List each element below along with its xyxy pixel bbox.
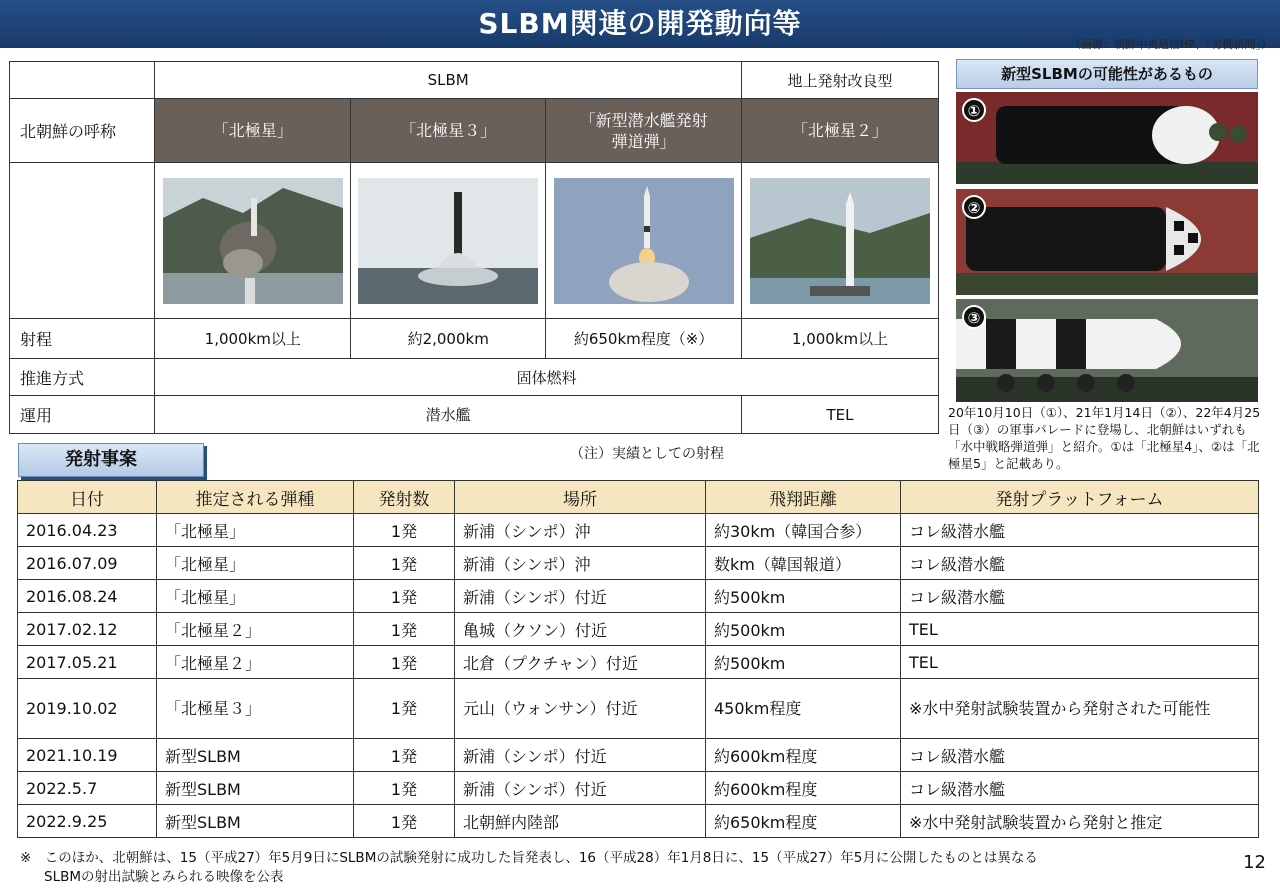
name-pukguksong-3: 「北極星３」 [351, 99, 546, 163]
range-note: （注）実績としての射程 [570, 446, 724, 462]
photo-cell-pukguksong-2 [742, 163, 939, 319]
launch-photo-pukguksong-3 [358, 178, 538, 304]
cell-type: 「北極星３」 [157, 679, 354, 739]
cell-date: 2022.9.25 [18, 805, 157, 838]
cell-platform: コレ級潜水艦 [901, 580, 1259, 613]
range-pukguksong: 1,000km以上 [155, 319, 351, 359]
cell-location: 新浦（シンポ）付近 [455, 739, 706, 772]
cell-platform: コレ級潜水艦 [901, 739, 1259, 772]
operation-slbm: 潜水艦 [155, 396, 742, 434]
row-label-propulsion: 推進方式 [10, 359, 155, 396]
cell-platform: コレ級潜水艦 [901, 514, 1259, 547]
row-label-operation: 運用 [10, 396, 155, 434]
missile-image-3 [956, 299, 1258, 402]
table-row [18, 547, 1259, 580]
photo-cell-pukguksong-3 [351, 163, 546, 319]
footnote-line-2: SLBMの射出試験とみられる映像を公表 [44, 869, 284, 885]
parade-photo-3 [956, 299, 1258, 402]
photo-number-2: ② [962, 195, 986, 219]
slbm-spec-table [9, 61, 939, 434]
image-source-note: （画像：朝鮮中央通信HP、「労働新聞」） [1070, 38, 1272, 51]
cell-type: 「北極星」 [157, 580, 354, 613]
cell-date: 2017.02.12 [18, 613, 157, 646]
launch-cases-table [17, 480, 1259, 838]
cell-location: 北朝鮮内陸部 [455, 805, 706, 838]
cell-platform: ※水中発射試験装置から発射と推定 [901, 805, 1259, 838]
cell-platform: TEL [901, 613, 1259, 646]
page-number: 12 [1243, 852, 1266, 873]
cell-distance: 450km程度 [706, 679, 901, 739]
propulsion-value: 固体燃料 [155, 359, 939, 396]
col-distance: 飛翔距離 [706, 481, 901, 514]
launch-table-header [18, 481, 1259, 514]
launch-photo-pukguksong-2 [750, 178, 930, 304]
parade-photo-1 [956, 92, 1258, 184]
group-slbm: SLBM [155, 62, 742, 99]
cell-distance: 約30km（韓国合参） [706, 514, 901, 547]
cell-platform: ※水中発射試験装置から発射された可能性 [901, 679, 1259, 739]
cell-type: 「北極星」 [157, 514, 354, 547]
cell-count: 1発 [354, 613, 455, 646]
group-ground-launch: 地上発射改良型 [742, 62, 939, 99]
cell-count: 1発 [354, 805, 455, 838]
row-label-photo [10, 163, 155, 319]
cell-distance: 約600km程度 [706, 772, 901, 805]
parade-photo-2 [956, 189, 1258, 295]
cell-date: 2016.08.24 [18, 580, 157, 613]
col-location: 場所 [455, 481, 706, 514]
cell-count: 1発 [354, 772, 455, 805]
row-label-name: 北朝鮮の呼称 [10, 99, 155, 163]
cell-distance: 約500km [706, 646, 901, 679]
table-row [18, 739, 1259, 772]
cell-count: 1発 [354, 679, 455, 739]
cell-location: 新浦（シンポ）沖 [455, 514, 706, 547]
page-title: SLBM関連の開発動向等 [0, 0, 1280, 48]
table-row [18, 679, 1259, 739]
operation-ground: TEL [742, 396, 939, 434]
parade-caption: 20年10月10日（①）、21年1月14日（②）、22年4月25日（③）の軍事パレードに登場し、北朝鮮はいずれも「水中戦略弾道弾」と紹介。①は「北極星4」、②は「北極星5」と記載あり。 [948, 405, 1261, 471]
col-missile-type: 推定される弾種 [157, 481, 354, 514]
launch-photo-pukguksong [163, 178, 343, 304]
table-row [18, 514, 1259, 547]
photo-number-3: ③ [962, 305, 986, 329]
footnote [20, 849, 1220, 887]
cell-distance: 約500km [706, 580, 901, 613]
cell-distance: 約500km [706, 613, 901, 646]
table-row [18, 646, 1259, 679]
footnote-line-1: ※ このほか、北朝鮮は、15（平成27）年5月9日にSLBMの試験発射に成功した旨発表し、16（平成28）年1月8日に、15（平成27）年5月に公開したものとは異なる [20, 850, 1038, 866]
cell-date: 2016.07.09 [18, 547, 157, 580]
table-row [18, 613, 1259, 646]
cell-date: 2019.10.02 [18, 679, 157, 739]
cell-type: 新型SLBM [157, 739, 354, 772]
cell-date: 2017.05.21 [18, 646, 157, 679]
spec-corner-cell [10, 62, 155, 99]
row-label-range: 射程 [10, 319, 155, 359]
cell-location: 新浦（シンポ）付近 [455, 580, 706, 613]
cell-platform: TEL [901, 646, 1259, 679]
new-slbm-candidates-title: 新型SLBMの可能性があるもの [956, 59, 1258, 89]
cell-count: 1発 [354, 646, 455, 679]
table-row [18, 580, 1259, 613]
cell-count: 1発 [354, 580, 455, 613]
cell-location: 新浦（シンポ）付近 [455, 772, 706, 805]
name-new-slbm: 「新型潜水艦発射 弾道弾」 [546, 99, 742, 163]
table-row [18, 805, 1259, 838]
cell-type: 新型SLBM [157, 805, 354, 838]
cell-count: 1発 [354, 739, 455, 772]
missile-image-2 [956, 189, 1258, 295]
cell-distance: 数km（韓国報道） [706, 547, 901, 580]
range-new-slbm: 約650km程度（※） [546, 319, 742, 359]
photo-cell-pukguksong [155, 163, 351, 319]
name-pukguksong: 「北極星」 [155, 99, 351, 163]
photo-number-1: ① [962, 98, 986, 122]
missile-image-1 [956, 92, 1258, 184]
cell-location: 北倉（プクチャン）付近 [455, 646, 706, 679]
cell-type: 「北極星２」 [157, 613, 354, 646]
cell-date: 2016.04.23 [18, 514, 157, 547]
cell-distance: 約600km程度 [706, 739, 901, 772]
cell-location: 新浦（シンポ）沖 [455, 547, 706, 580]
cell-date: 2021.10.19 [18, 739, 157, 772]
cell-location: 元山（ウォンサン）付近 [455, 679, 706, 739]
cell-distance: 約650km程度 [706, 805, 901, 838]
launch-cases-tag: 発射事案 [18, 443, 204, 477]
cell-platform: コレ級潜水艦 [901, 547, 1259, 580]
cell-type: 「北極星」 [157, 547, 354, 580]
col-count: 発射数 [354, 481, 455, 514]
cell-platform: コレ級潜水艦 [901, 772, 1259, 805]
range-pukguksong-3: 約2,000km [351, 319, 546, 359]
col-date: 日付 [18, 481, 157, 514]
col-platform: 発射プラットフォーム [901, 481, 1259, 514]
table-row [18, 772, 1259, 805]
cell-count: 1発 [354, 514, 455, 547]
launch-photo-new-slbm [554, 178, 734, 304]
photo-cell-new-slbm [546, 163, 742, 319]
cell-count: 1発 [354, 547, 455, 580]
range-pukguksong-2: 1,000km以上 [742, 319, 939, 359]
cell-date: 2022.5.7 [18, 772, 157, 805]
cell-location: 亀城（クソン）付近 [455, 613, 706, 646]
cell-type: 「北極星２」 [157, 646, 354, 679]
name-pukguksong-2: 「北極星２」 [742, 99, 939, 163]
cell-type: 新型SLBM [157, 772, 354, 805]
